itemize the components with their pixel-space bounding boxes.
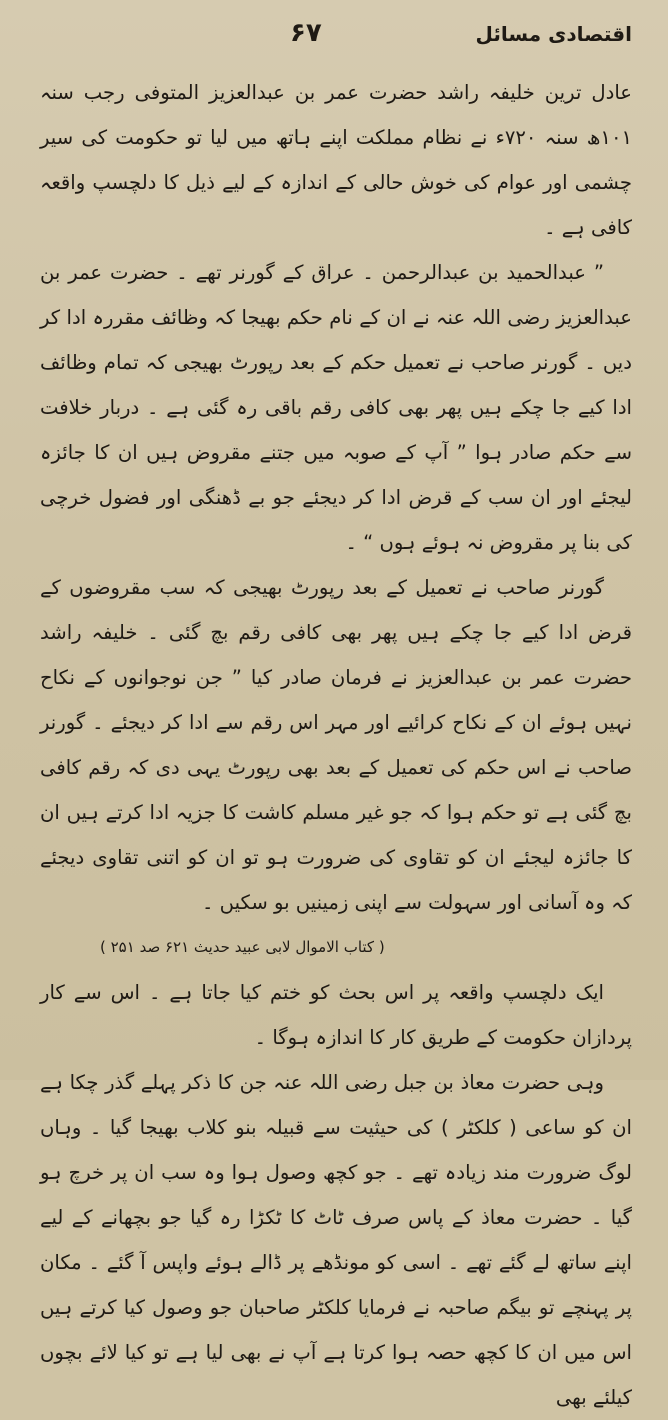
source-citation: ( کتاب الاموال لابی عبید حدیث ۶۲۱ صد ۲۵۱ ) bbox=[100, 938, 385, 956]
opening-paragraph: عادل ترین خلیفہ راشد حضرت عمر بن عبدالعزیز المتوفی رجب سنہ ۱۰۱ھ سنہ ۷۲۰ء نے نظام مملکت اپنے ہاتھ میں لیا تو حکومت کی سیر چشمی اور عوام کی خوش حالی کے اندازہ کے لیے ذیل کا دلچسپ واقعہ کافی ہے ۔ bbox=[40, 81, 632, 239]
final-paragraph: وہی حضرت معاذ بن جبل رضی اللہ عنہ جن کا ذکر پہلے گذر چکا ہے ان کو ساعی ( کلکٹر ) کی حیثیت سے قبیلہ بنو کلاب بھیجا گیا ۔ وہاں لوگ ضرورت مند زیادہ تھے ۔ جو کچھ وصول ہوا وہ سب ان پر خرچ ہو گیا ۔ حضرت معاذ کے پاس صرف ٹاٹ کا ٹکڑا رہ گیا جو بچھانے کے لیے اپنے ساتھ لے گئے تھے ۔ اسی کو مونڈھے پر ڈالے ہوئے واپس آ گئے ۔ مکان پر پہنچے تو بیگم صاحبہ نے فرمایا کلکٹر صاحبان جو وصول کیا کرتے ہیں اس میں ان کا کچھ حصہ ہوا کرتا ہے آپ نے بھی لیا ہے تو کیا لائے بچوں کیلئے بھی bbox=[40, 1071, 632, 1409]
page-number: ۶۷ bbox=[290, 18, 322, 48]
quoted-paragraph: ” عبدالحمید بن عبدالرحمن ۔ عراق کے گورنر تھے ۔ حضرت عمر بن عبدالعزیز رضی اللہ عنہ نے ان کے نام حکم بھیجا کہ وظائف مقررہ ادا کر دیں ۔ گورنر صاحب نے تعمیل حکم کے بعد رپورٹ بھیجی کہ تمام وظائف ادا کیے جا چکے ہیں پھر بھی کافی رقم باقی رہ گئی ہے ۔ دربار خلافت سے حکم صادر ہوا ” آپ کے صوبہ میں جتنے مقروض ہیں ان کا جائزہ لیجئے اور ان سب کے قرض ادا کر دیجئے جو بے ڈھنگی اور فضول خرچی کی بنا پر مقروض نہ ہوئے ہوں “ ۔ bbox=[40, 261, 632, 554]
report-paragraph: گورنر صاحب نے تعمیل کے بعد رپورٹ بھیجی کہ سب مقروضوں کے قرض ادا کیے جا چکے ہیں پھر بھی کافی رقم بچ گئی ۔ خلیفہ راشد حضرت عمر بن عبدالعزیز نے فرمان صادر کیا ” جن نوجوانوں کے نکاح نہیں ہوئے ان کے نکاح کرائیے اور مہر اس رقم سے ادا کر دیجئے ۔ گورنر صاحب نے اس حکم کی تعمیل کے بعد بھی رپورٹ یہی دی کہ رقم کافی بچ گئی ہے تو حکم ہوا کہ جو غیر مسلم کاشت کا جزیہ ادا کرتے ہیں ان کا جائزہ لیجئے ان کو تقاوی کی ضرورت ہو تو ان کو اتنی تقاوی دیجئے کہ وہ آسانی اور سہولت سے اپنی زمینیں بو سکیں ۔ bbox=[40, 576, 632, 914]
page-body bbox=[40, 70, 632, 1420]
citation-line bbox=[40, 925, 632, 970]
running-title: اقتصادی مسائل bbox=[475, 22, 632, 46]
page-header bbox=[40, 18, 632, 70]
closing-paragraph: ایک دلچسپ واقعہ پر اس بحث کو ختم کیا جاتا ہے ۔ اس سے کار پردازان حکومت کے طریق کار کا اندازہ ہوگا ۔ bbox=[40, 981, 632, 1049]
